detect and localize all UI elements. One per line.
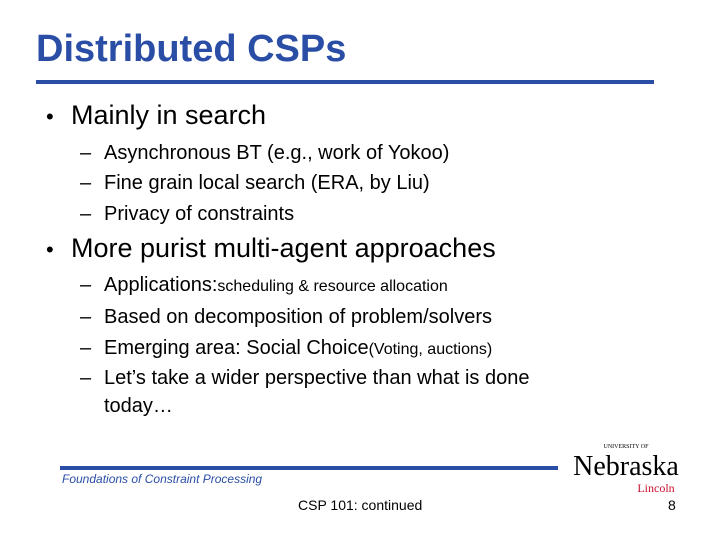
logo-main-text: Nebraska [573, 451, 679, 482]
subitem-text: Asynchronous BT (e.g., work of Yokoo) [104, 142, 450, 164]
nebraska-logo [572, 440, 682, 496]
subitem-marker: – [80, 306, 92, 328]
bullet-text: More purist multi-agent approaches [71, 233, 496, 263]
subitem-text: Fine grain local search (ERA, by Liu) [104, 172, 430, 194]
bullet-text: Mainly in search [71, 100, 267, 130]
subitem-marker: – [80, 337, 92, 359]
slide-title: Distributed CSPs [36, 28, 347, 70]
subitem-text: Applications: [104, 274, 218, 296]
page-number: 8 [668, 497, 676, 513]
footer-divider [60, 466, 558, 470]
logo-top-text: UNIVERSITY OF [603, 444, 649, 450]
subitem-2-3 [80, 337, 492, 360]
bullet-2 [46, 233, 496, 264]
subitem-marker: – [80, 142, 92, 164]
logo-bottom-text: Lincoln [637, 481, 675, 495]
subitem-text: Emerging area: Social Choice [104, 337, 369, 359]
subitem-small-text: (Voting, auctions) [368, 341, 493, 358]
subitem-2-2 [80, 306, 492, 329]
subitem-marker: – [80, 367, 92, 389]
subitem-text: Privacy of constraints [104, 203, 295, 225]
bullet-marker: • [46, 237, 54, 262]
subitem-text: Let’s take a wider perspective than what is done [104, 367, 530, 389]
subitem-2-1 [80, 274, 448, 297]
subitem-1-2 [80, 172, 430, 195]
subitem-small-text: scheduling & resource allocation [217, 278, 448, 295]
subitem-1-1 [80, 142, 449, 165]
footer-course-title: Foundations of Constraint Processing [62, 472, 263, 486]
bullet-marker: • [46, 104, 54, 129]
subitem-marker: – [80, 203, 92, 225]
title-divider [36, 80, 654, 84]
subitem-1-3 [80, 203, 294, 226]
subitem-continuation: today… [104, 395, 173, 417]
subitem-marker: – [80, 172, 92, 194]
bullet-1 [46, 100, 266, 131]
subitem-text: Based on decomposition of problem/solvers [104, 306, 492, 328]
footer-lecture-title: CSP 101: continued [298, 497, 423, 513]
subitem-marker: – [80, 274, 92, 296]
subitem-2-4 [80, 367, 529, 390]
